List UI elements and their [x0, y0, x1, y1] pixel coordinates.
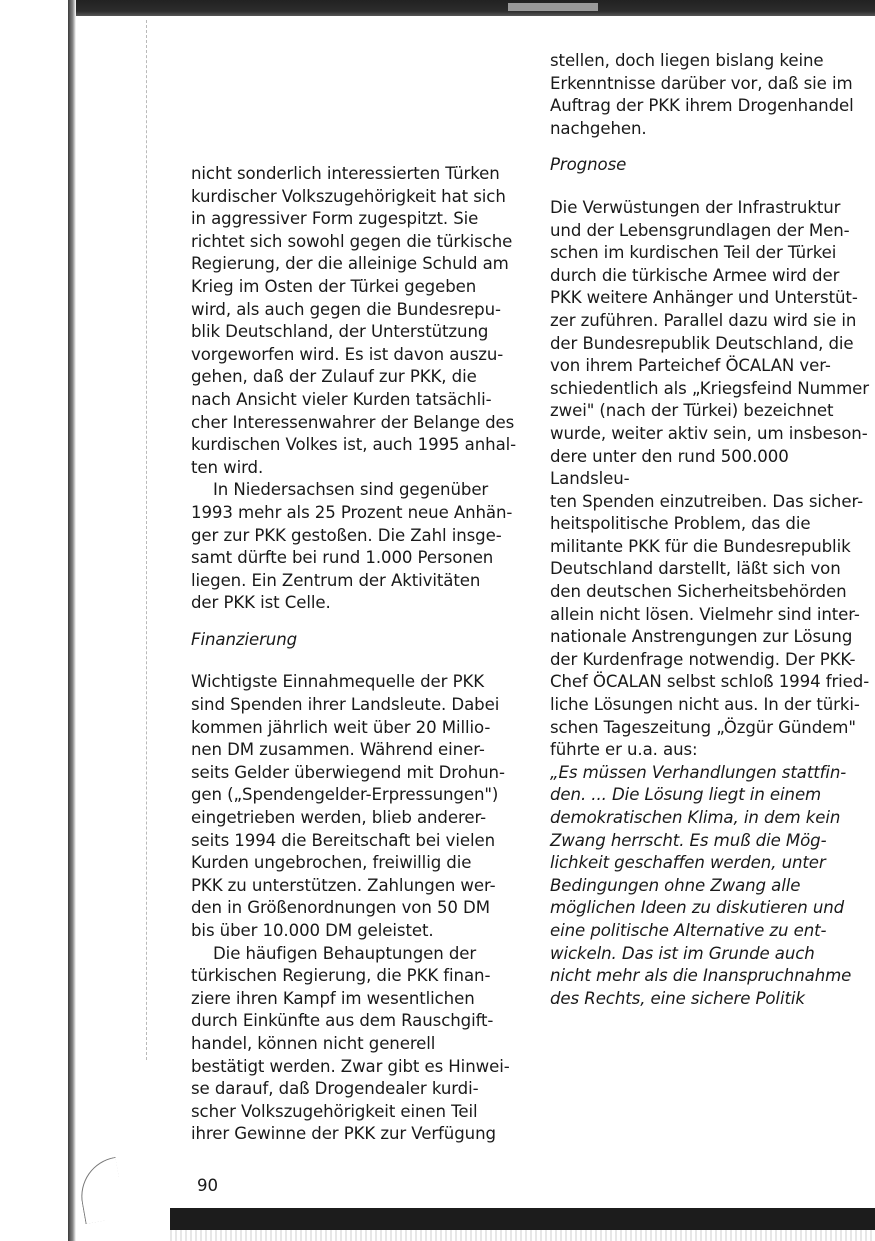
right-column [550, 50, 870, 1010]
scan-binding-marks [146, 20, 148, 1060]
left-paragraph-1: nicht sonderlich interessierten Türken kurdischer Volkszugehörigkeit hat sich in aggressiver Form zugespitzt. Sie richtet sich sowohl gegen die türkische Regierung, der die alleinige Schuld am Krieg im Osten der Türkei gegeben wird, als auch gegen die Bundesrepu- blik Deutschland, der Unterstützung vorgeworfen wird. Es ist davon auszu- gehen, daß der Zulauf zur PKK, die nach Ansicht vieler Kurden tatsächli- cher Interessenwahrer der Belange des kurdischen Volkes ist, auch 1995 anhal- ten wird. [191, 164, 517, 477]
left-column [191, 163, 526, 1146]
left-paragraph-4: Die häufigen Behauptungen der türkischen Regierung, die PKK finan- ziere ihren Kampf im wesentlichen durch Einkünfte aus dem Rauschgift- handel, können nicht generell bestätigt werden. Zwar gibt es Hinwei- se darauf, daß Drogendealer kurdi- scher Volkszugehörigkeit einen Teil ihrer Gewinne der PKK zur Verfügung [191, 943, 510, 1144]
scan-corner-mark [75, 1157, 126, 1224]
scan-left-edge [68, 0, 76, 1241]
scan-bottom-noise [170, 1230, 875, 1241]
scan-bottom-edge [170, 1208, 875, 1230]
page-number: 90 [197, 1176, 219, 1195]
right-paragraph-1: stellen, doch liegen bislang keine Erkenntnisse darüber vor, daß sie im Auftrag der PKK ihrem Drogenhandel nachgehen. [550, 51, 854, 138]
left-paragraph-2: In Niedersachsen sind gegenüber 1993 mehr als 25 Prozent neue Anhän- ger zur PKK gestoßen. Die Zahl insge- samt dürfte bei rund 1.000 Personen liegen. Ein Zentrum der Aktivitäten der PKK ist Celle. [191, 480, 513, 613]
heading-finanzierung: Finanzierung [191, 629, 298, 649]
left-paragraph-3: Wichtigste Einnahmequelle der PKK sind Spenden ihrer Landsleute. Dabei kommen jährlich weit über 20 Millio- nen DM zusammen. Während einer- seits Gelder überwiegend mit Drohun- gen („Spendengelder-Erpressungen") eingetrieben werden, blieb anderer- seits 1994 die Bereitschaft bei vielen Kurden ungebrochen, freiwillig die PKK zu unterstützen. Zahlungen wer- den in Größenordnungen von 50 DM bis über 10.000 DM geleistet. [191, 672, 505, 940]
right-paragraph-2: Die Verwüstungen der Infrastruktur und der Lebensgrundlagen der Men- schen im kurdischen Teil der Türkei durch die türkische Armee wird der PKK weitere Anhänger und Unterstüt- zer zuführen. Parallel dazu wird sie in der Bundesrepublik Deutschland, die von ihrem Parteichef ÖCALAN ver- schiedentlich als „Kriegsfeind Nummer zwei" (nach der Türkei) bezeichnet wurde, weiter aktiv sein, um insbeson- dere unter den rund 500.000 Landsleu- ten Spenden einzutreiben. Das sicher- heitspolitische Problem, das die militante PKK für die Bundesrepublik Deutschland darstellt, läßt sich von den deutschen Sicherheitsbehörden allein nicht lösen. Vielmehr sind inter- nationale Anstrengungen zur Lösung der Kurdenfrage notwendig. Der PKK- Chef ÖCALAN selbst schloß 1994 fried- liche Lösungen nicht aus. In der türki- schen Tageszeitung „Özgür Gündem" führte er u.a. aus: [550, 197, 870, 760]
scan-top-edge [68, 0, 875, 16]
heading-prognose: Prognose [550, 155, 627, 175]
ocalan-quote: „Es müssen Verhandlungen stattfin- den. ... Die Lösung liegt in einem demokratischen Klima, in dem kein Zwang herrscht. Es muß die Mög- lichkeit geschaffen werden, unter Bedingungen ohne Zwang alle möglichen Ideen zu diskutieren und eine politische Alternative zu ent- wickeln. Das ist im Grunde auch nicht mehr als die Inanspruchnahme des Rechts, eine sichere Politik [550, 762, 852, 1008]
